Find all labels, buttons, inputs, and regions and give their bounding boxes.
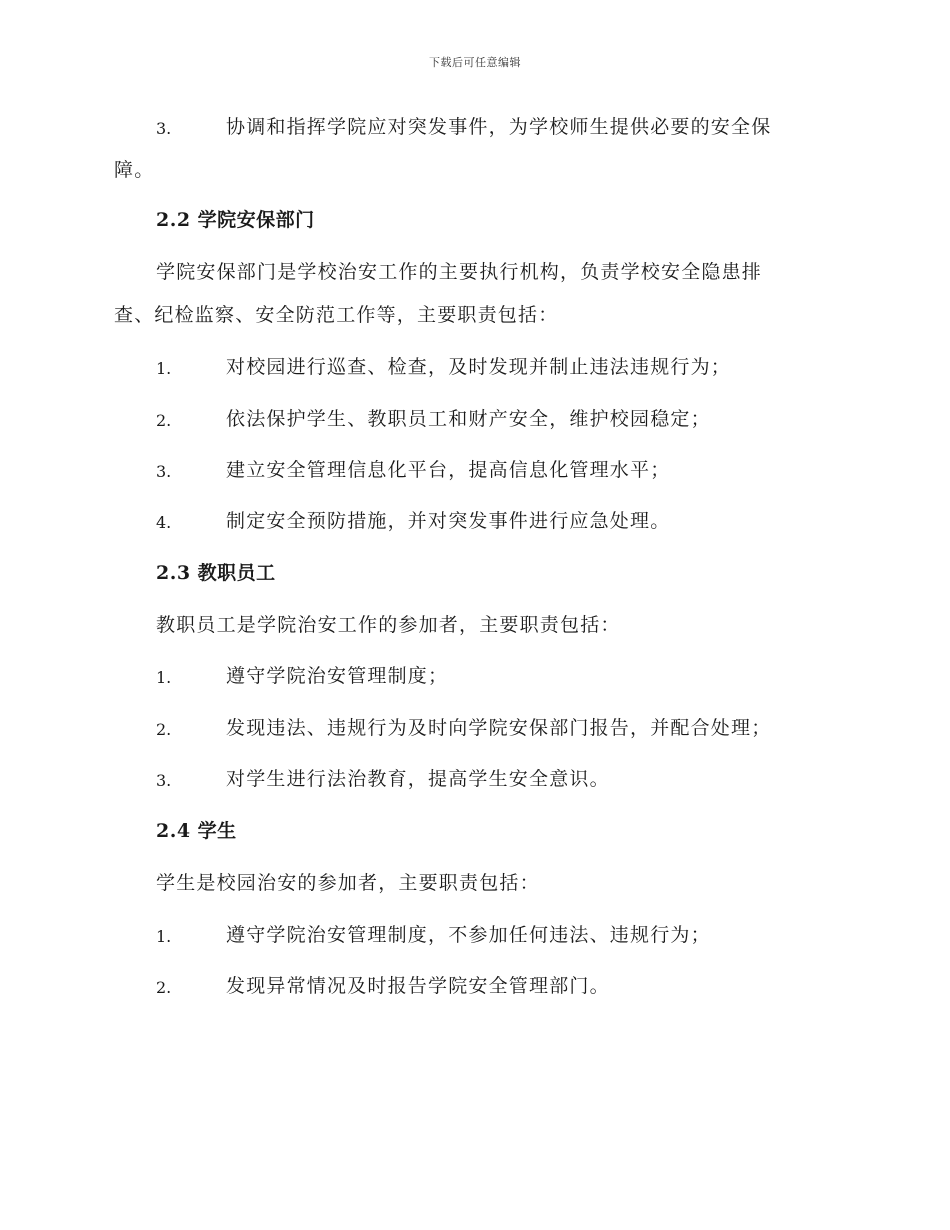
paragraph-text-continued: 查、纪检监察、安全防范工作等，主要职责包括： — [114, 304, 559, 326]
list-item-number: 2. — [156, 720, 172, 739]
list-item-number: 1. — [156, 927, 172, 946]
list-item-text: 发现违法、违规行为及时向学院安保部门报告，并配合处理； — [226, 717, 772, 739]
list-item-text: 协调和指挥学院应对突发事件，为学校师生提供必要的安全保 — [226, 116, 772, 138]
list-item-number: 2. — [156, 411, 172, 430]
list-item-number: 4. — [156, 513, 172, 532]
list-item-text: 对学生进行法治教育，提高学生安全意识。 — [226, 768, 610, 790]
list-item-text: 依法保护学生、教职员工和财产安全，维护校园稳定； — [226, 408, 711, 430]
list-item-text: 对校园进行巡查、检查，及时发现并制止违法违规行为； — [226, 356, 732, 378]
section-heading-text: 2.2 学院安保部门 — [156, 209, 315, 231]
paragraph-text: 学院安保部门是学校治安工作的主要执行机构，负责学校安全隐患排 — [156, 261, 763, 283]
section-heading-text: 2.4 学生 — [156, 820, 237, 842]
list-item-text-continued: 障。 — [114, 159, 155, 181]
list-item-text: 制定安全预防措施，并对突发事件进行应急处理。 — [226, 510, 671, 532]
paragraph-text: 教职员工是学院治安工作的参加者，主要职责包括： — [156, 614, 621, 636]
list-item-number: 2. — [156, 978, 172, 997]
list-item-number: 1. — [156, 668, 172, 687]
list-item-text: 建立安全管理信息化平台，提高信息化管理水平； — [226, 459, 671, 481]
list-item-number: 3. — [156, 462, 172, 481]
list-item-text: 发现异常情况及时报告学院安全管理部门。 — [226, 975, 610, 997]
list-item-text: 遵守学院治安管理制度； — [226, 665, 449, 687]
section-heading-text: 2.3 教职员工 — [156, 562, 276, 584]
paragraph-text: 学生是校园治安的参加者，主要职责包括： — [156, 872, 540, 894]
list-item-number: 3. — [156, 771, 172, 790]
list-item-number: 1. — [156, 359, 172, 378]
list-item-text: 遵守学院治安管理制度，不参加任何违法、违规行为； — [226, 924, 711, 946]
page-header-watermark: 下载后可任意编辑 — [429, 56, 521, 69]
list-item-number: 3. — [156, 119, 172, 138]
